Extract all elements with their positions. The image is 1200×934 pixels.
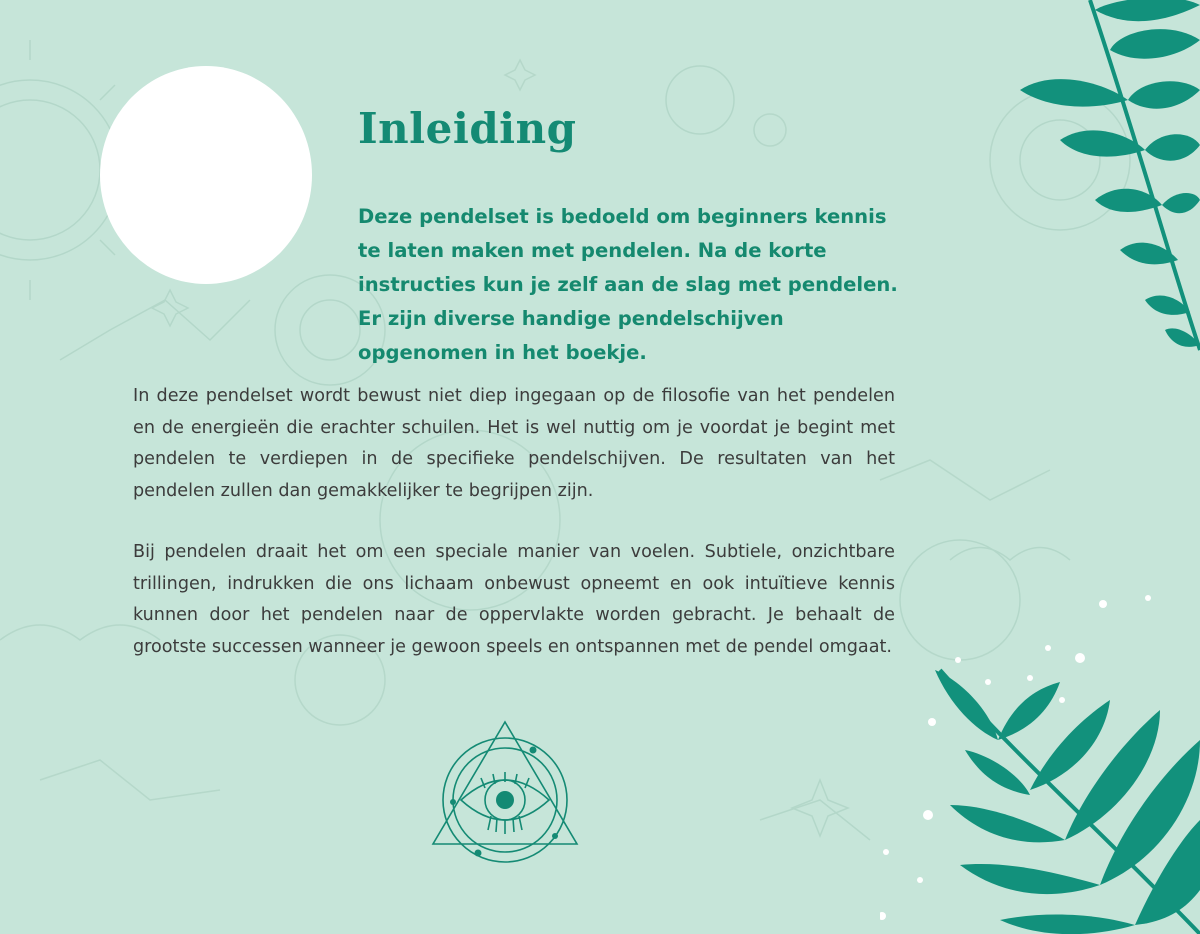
- palm-leaf-icon: [880, 590, 1200, 934]
- moon-circle: [100, 66, 312, 284]
- paragraph-1: In deze pendelset wordt bewust niet diep ingegaan op de filosofie van het pendelen en de energieën die erachter schuilen. Het is wel nuttig om je voordat je begint met pendelen te verdiepen in de specifieke pendelschijven. De resultaten van het pendelen zullen dan gemakkelijker te begrijpen zijn.: [133, 386, 895, 501]
- intro-lead: Deze pendelset is bedoeld om beginners kennis te laten maken met pendelen. Na de korte instructies kun je zelf aan de slag met pendelen. Er zijn diverse handige pendelschijven opgenomen in het boekje.: [358, 205, 898, 364]
- palm-leaf-icon: [1000, 0, 1200, 360]
- page-title: Inleiding: [358, 104, 577, 153]
- paragraph-2: Bij pendelen draait het om een speciale manier van voelen. Subtiele, onzichtbare trillingen, indrukken die ons lichaam onbewust opneemt en ook intuïtieve kennis kunnen door het pendelen naar de oppervlakte worden gebracht. Je behaalt de grootste successen wanneer je gewoon speels en ontspannen met de pendel omgaat.: [133, 542, 895, 657]
- all-seeing-eye-icon: [425, 718, 585, 868]
